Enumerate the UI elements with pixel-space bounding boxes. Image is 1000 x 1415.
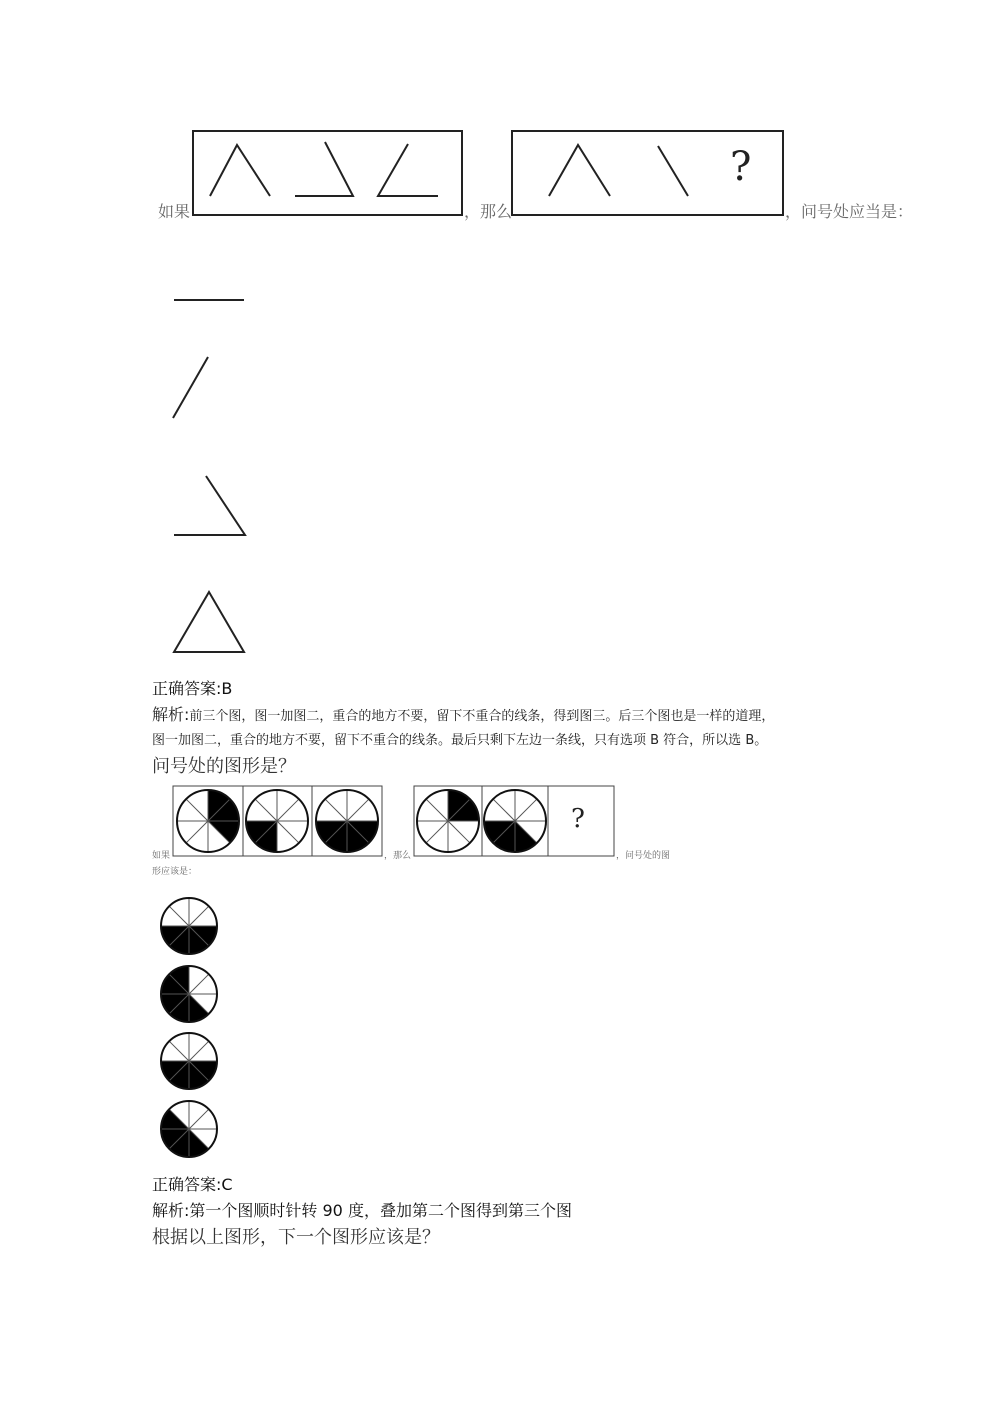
q1-analysis-line2: 图一加图二，重合的地方不要，留下不重合的线条。最后只剩下左边一条线，只有选项 B 符合，所以选 B。 xyxy=(152,733,768,748)
q2-then-text: ，那么 xyxy=(384,851,412,861)
q3-title: 根据以上图形，下一个图形应该是？ xyxy=(152,1227,440,1248)
q1-question-mark: ? xyxy=(730,144,752,190)
q2-analysis xyxy=(152,1198,572,1221)
q2-prefix: 如果 xyxy=(152,851,171,861)
q2-option-c-wheel xyxy=(161,1033,217,1089)
q2-option-b-wheel xyxy=(161,966,217,1022)
q2-seq-wheel-4 xyxy=(417,790,479,852)
q2-seq-wheel-5 xyxy=(484,790,546,852)
q1-then-text: ，那么 xyxy=(464,202,513,221)
q2-option-d-wheel xyxy=(161,1101,217,1157)
q1-analysis-label: 解析: xyxy=(152,705,190,724)
q1-answer-value: B xyxy=(221,679,233,698)
q1-prefix: 如果 xyxy=(158,202,191,221)
q2-analysis-label: 解析: xyxy=(152,1201,190,1220)
q1-question-text: ，问号处应当是： xyxy=(785,202,914,221)
q2-question-text-2: 形应该是： xyxy=(152,867,198,877)
q2-answer xyxy=(152,1172,233,1195)
q1-analysis-text1: 前三个图，图一加图二，重合的地方不要，留下不重合的线条，得到图三。后三个图也是一样的道理， xyxy=(189,709,775,724)
q2-seq-wheel-3 xyxy=(316,790,378,852)
q1-answer-label: 正确答案: xyxy=(152,679,222,698)
q2-question-mark: ? xyxy=(571,804,585,834)
q2-analysis-text: 第一个图顺时针转 90 度，叠加第二个图得到第三个图 xyxy=(189,1201,572,1220)
q2-option-a-wheel xyxy=(161,898,217,954)
q2-title: 问号处的图形是？ xyxy=(152,756,296,777)
q2-answer-value: C xyxy=(221,1175,233,1194)
q2-seq-wheel-2 xyxy=(246,790,308,852)
q2-question-text: ，问号处的图 xyxy=(616,851,671,861)
q2-seq-wheel-1 xyxy=(177,790,239,852)
q2-answer-label: 正确答案: xyxy=(152,1175,222,1194)
